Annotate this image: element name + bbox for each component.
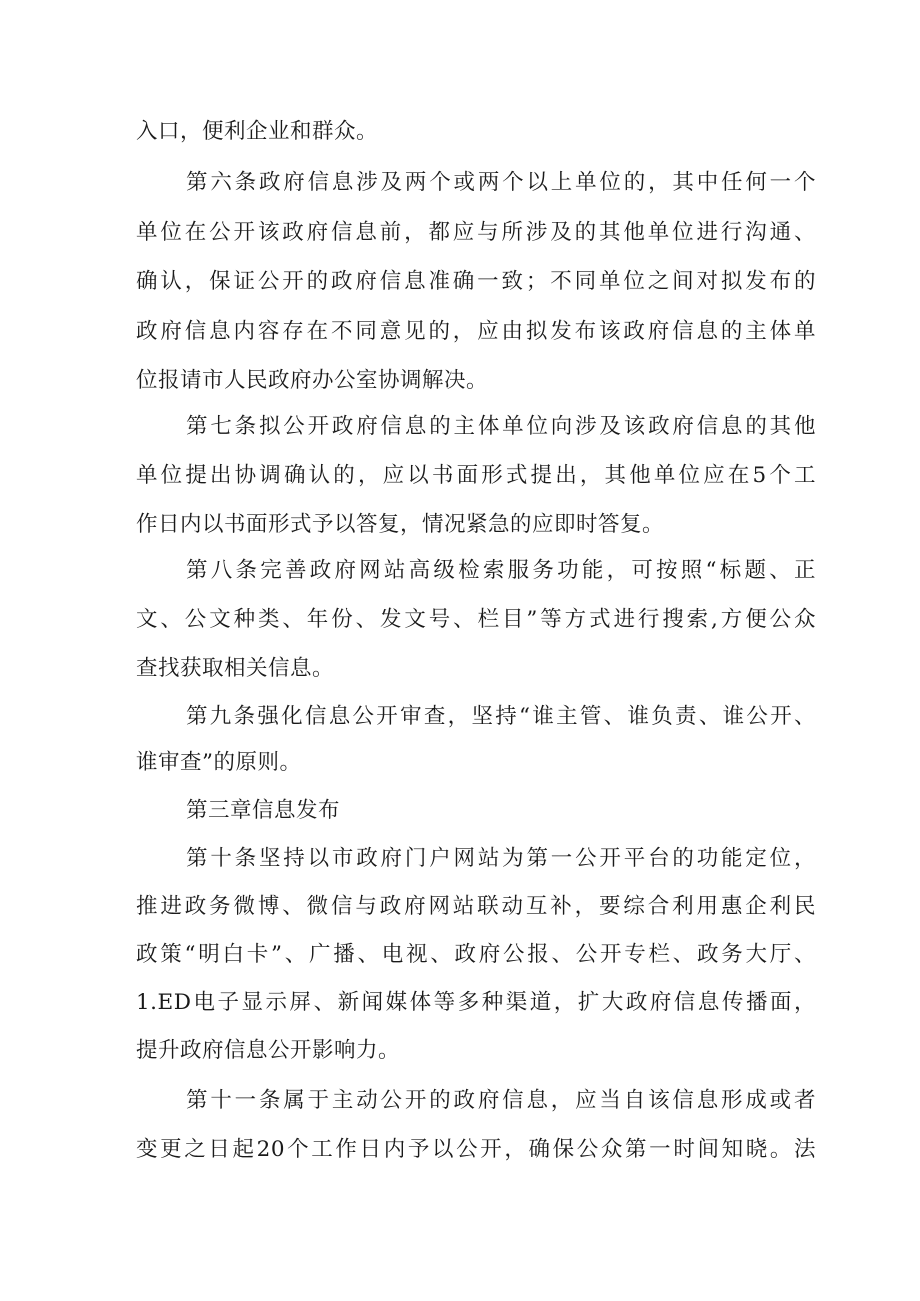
text-line: 查找获取相关信息。 (136, 656, 335, 681)
text-line: 推进政务微博、微信与政府网站联动互补，要综合利用惠企利民 (136, 894, 816, 919)
text-line: 1.ED电子显示屏、新闻媒体等多种渠道，扩大政府信息传播面， (136, 990, 816, 1015)
text-line: 文、公文种类、年份、发文号、栏目”等方式进行搜索,方便公众 (136, 607, 816, 632)
text-line: 变更之日起20个工作日内予以公开，确保公众第一时间知晓。法 (136, 1137, 816, 1162)
text-line: 谁审查”的原则。 (136, 750, 302, 775)
text-line: 第六条政府信息涉及两个或两个以上单位的，其中任何一个 (186, 170, 816, 195)
section-heading: 第三章信息发布 (186, 798, 341, 823)
text-line: 第七条拟公开政府信息的主体单位向涉及该政府信息的其他 (186, 414, 816, 439)
text-line: 提升政府信息公开影响力。 (136, 1038, 401, 1063)
text-line: 单位提出协调确认的，应以书面形式提出，其他单位应在5个工 (136, 463, 816, 488)
text-line: 第八条完善政府网站高级检索服务功能，可按照“标题、正 (186, 558, 816, 583)
text-line: 政策“明白卡”、广播、电视、政府公报、公开专栏、政务大厅、 (136, 942, 816, 967)
text-line: 入口，便利企业和群众。 (136, 119, 379, 144)
text-line: 第十一条属于主动公开的政府信息，应当自该信息形成或者 (186, 1088, 816, 1113)
text-line: 单位在公开该政府信息前，都应与所涉及的其他单位进行沟通、 (136, 220, 816, 245)
text-line: 确认，保证公开的政府信息准确一致；不同单位之间对拟发布的 (136, 269, 816, 294)
text-line: 政府信息内容存在不同意见的，应由拟发布该政府信息的主体单 (136, 319, 816, 344)
text-line: 第九条强化信息公开审查，坚持“谁主管、谁负责、谁公开、 (186, 704, 816, 729)
text-line: 第十条坚持以市政府门户网站为第一公开平台的功能定位， (186, 846, 816, 871)
text-line: 位报请市人民政府办公室协调解决。 (136, 368, 489, 393)
text-line: 作日内以书面形式予以答复，情况紧急的应即时答复。 (136, 512, 665, 537)
